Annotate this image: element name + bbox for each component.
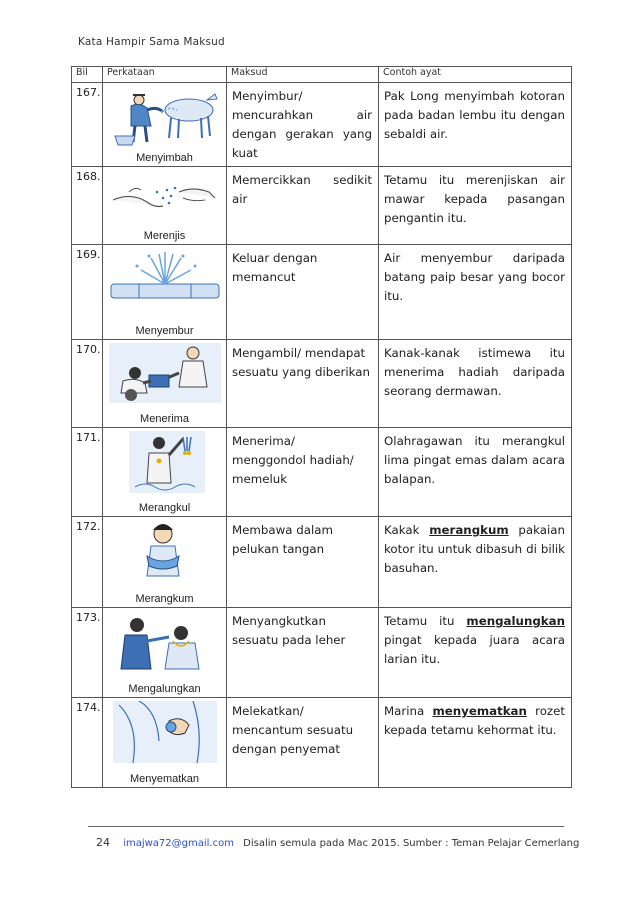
header-meaning: Maksud bbox=[227, 67, 379, 83]
example-sentence bbox=[379, 340, 572, 428]
example-sentence bbox=[379, 167, 572, 245]
example-text-after: pakaian kotor itu untuk dibasuh di bilik basuhan. bbox=[384, 523, 565, 575]
example-text: Air menyembur daripada batang paip besar yang bocor itu. bbox=[384, 251, 565, 303]
table-row bbox=[72, 517, 572, 608]
word-caption: Mengalungkan bbox=[128, 683, 201, 695]
illustration-cell bbox=[103, 698, 227, 788]
footer-divider bbox=[88, 826, 564, 827]
example-text: Marina bbox=[384, 704, 433, 718]
illustration-cell bbox=[103, 428, 227, 517]
man-washing-cow-illustration bbox=[109, 86, 221, 146]
example-text: Kakak bbox=[384, 523, 430, 537]
girl-holding-clothes-illustration bbox=[109, 520, 221, 584]
illustration-cell bbox=[103, 608, 227, 698]
example-sentence bbox=[379, 698, 572, 788]
word-caption: Menyimbah bbox=[136, 152, 193, 164]
athlete-medals-illustration bbox=[109, 431, 221, 493]
example-highlight: merangkum bbox=[429, 523, 509, 537]
header-word: Perkataan bbox=[103, 67, 227, 83]
example-highlight: mengalungkan bbox=[466, 614, 565, 628]
meaning-text: Memercikkan sedikit air bbox=[227, 167, 379, 245]
word-caption: Menerima bbox=[140, 413, 189, 425]
example-sentence bbox=[379, 83, 572, 167]
table-header-row bbox=[72, 67, 572, 83]
word-caption: Merangkul bbox=[138, 502, 191, 514]
word-caption: Menyembur bbox=[135, 325, 194, 337]
word-caption: Merenjis bbox=[143, 230, 186, 242]
example-text: Olahragawan itu merangkul lima pingat emas dalam acara balapan. bbox=[384, 434, 565, 486]
row-number: 171. bbox=[72, 428, 103, 517]
example-text-after: rozet kepada tetamu kehormat itu. bbox=[384, 704, 565, 737]
page-footer bbox=[96, 836, 579, 849]
example-sentence bbox=[379, 428, 572, 517]
example-text: Tetamu itu merenjiskan air mawar kepada pasangan pengantin itu. bbox=[384, 173, 565, 225]
meaning-text: Keluar dengan memancut bbox=[227, 245, 379, 340]
meaning-text: Menyimbur/ mencurahkan air dengan gerakan yang kuat bbox=[227, 83, 379, 167]
row-number: 169. bbox=[72, 245, 103, 340]
meaning-text: Menyangkutkan sesuatu pada leher bbox=[227, 608, 379, 698]
row-number: 167. bbox=[72, 83, 103, 167]
meaning-text: Mengambil/ mendapat sesuatu yang diberikan bbox=[227, 340, 379, 428]
hands-sprinkling-illustration bbox=[109, 170, 221, 224]
page-number: 24 bbox=[96, 836, 110, 849]
table-row bbox=[72, 698, 572, 788]
example-sentence bbox=[379, 608, 572, 698]
burst-pipe-illustration bbox=[109, 248, 221, 314]
source-note: Disalin semula pada Mac 2015. Sumber : Teman Pelajar Cemerlang bbox=[243, 838, 580, 849]
row-number: 172. bbox=[72, 517, 103, 608]
example-text: Pak Long menyimbah kotoran pada badan lembu itu dengan sebaldi air. bbox=[384, 89, 565, 141]
document-title: Kata Hampir Sama Maksud bbox=[78, 36, 225, 48]
author-email[interactable]: imajwa72@gmail.com bbox=[123, 838, 234, 849]
illustration-cell bbox=[103, 83, 227, 167]
table-row bbox=[72, 83, 572, 167]
example-text: Kanak-kanak istimewa itu menerima hadiah daripada seorang dermawan. bbox=[384, 346, 565, 398]
row-number: 168. bbox=[72, 167, 103, 245]
table-row bbox=[72, 167, 572, 245]
meaning-text: Membawa dalam pelukan tangan bbox=[227, 517, 379, 608]
row-number: 170. bbox=[72, 340, 103, 428]
example-text-after: pingat kepada juara acara larian itu. bbox=[384, 633, 565, 666]
word-caption: Menyematkan bbox=[129, 773, 200, 785]
header-num: Bil bbox=[72, 67, 103, 83]
example-highlight: menyematkan bbox=[432, 704, 527, 718]
header-example: Contoh ayat bbox=[379, 67, 572, 83]
example-text: Tetamu itu bbox=[384, 614, 467, 628]
illustration-cell bbox=[103, 340, 227, 428]
row-number: 174. bbox=[72, 698, 103, 788]
table-row bbox=[72, 340, 572, 428]
example-sentence bbox=[379, 517, 572, 608]
table-row bbox=[72, 245, 572, 340]
table-row bbox=[72, 608, 572, 698]
medal-ceremony-illustration bbox=[109, 611, 221, 673]
word-caption: Merangkum bbox=[135, 593, 194, 605]
meaning-text: Melekatkan/ mencantum sesuatu dengan penyemat bbox=[227, 698, 379, 788]
word-table bbox=[71, 66, 572, 788]
illustration-cell bbox=[103, 245, 227, 340]
illustration-cell bbox=[103, 167, 227, 245]
example-sentence bbox=[379, 245, 572, 340]
pinning-rosette-illustration bbox=[109, 701, 221, 763]
meaning-text: Menerima/ menggondol hadiah/ memeluk bbox=[227, 428, 379, 517]
row-number: 173. bbox=[72, 608, 103, 698]
illustration-cell bbox=[103, 517, 227, 608]
table-row bbox=[72, 428, 572, 517]
receiving-gift-illustration bbox=[109, 343, 221, 403]
